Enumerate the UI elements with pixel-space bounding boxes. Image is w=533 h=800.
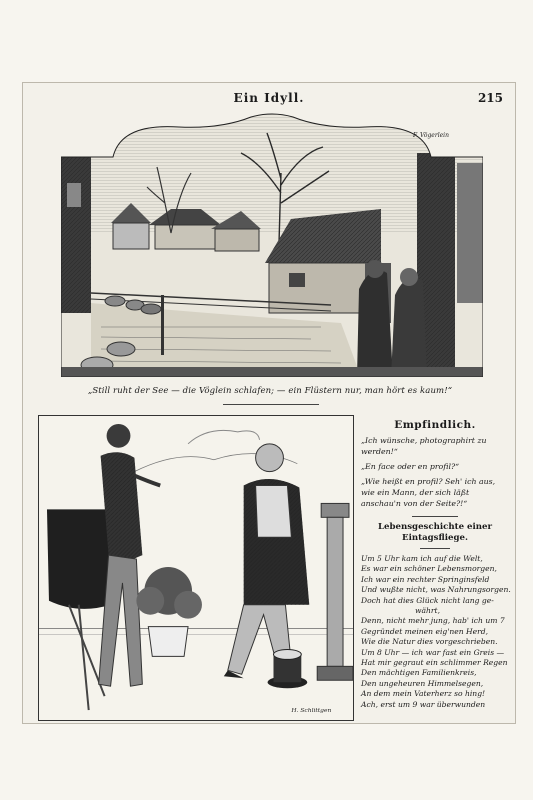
bottom-illustration-signature: H. Schlittgen: [291, 707, 332, 715]
poem-line: Und wußte nicht, was Nahrungsorgen.: [361, 585, 511, 595]
poem-line: Den mächtigen Familienkreis,: [361, 668, 477, 678]
section-heading: Empfindlich.: [394, 419, 476, 431]
poem-line: Doch hat dies Glück nicht lang ge-: [361, 595, 494, 605]
photographer-engraving: [38, 415, 354, 721]
top-illustration-signature: F. Vögerlein: [413, 132, 449, 139]
page-title: Ein Idyll.: [233, 91, 305, 105]
dialogue-line: „Wie heißt en profil? Seh' ich aus, wie ein Mann, der sich läßt anschau'n von der Seite?!“: [361, 477, 496, 508]
dialogue-line: „En face oder en profil?“: [361, 462, 460, 471]
poem-line: Um 5 Uhr kam ich auf die Welt,: [361, 554, 483, 563]
poem-line: An dem mein Vaterherz so hing!: [361, 689, 486, 699]
page-header: [23, 91, 515, 109]
poem-line: Ach, erst um 9 war überwunden: [361, 699, 486, 709]
poem-line: Es war ein schöner Lebensmorgen,: [361, 564, 497, 574]
divider: [223, 404, 319, 405]
poem: [361, 554, 509, 710]
illustration-caption: „Still ruht der See — die Vöglein schlafen; — ein Flüstern nur, man hört es kaum!“: [87, 386, 453, 396]
page-number: 215: [477, 91, 503, 105]
poem-line: währt,: [415, 606, 441, 616]
poem-title: Lebensgeschichte einer Eintagsfliege.: [377, 522, 493, 543]
poem-line: Um 8 Uhr — ich war fast ein Greis —: [361, 647, 505, 657]
poem-line: Den ungeheuren Himmelsegen,: [361, 678, 484, 688]
dialogue-line: „Ich wünsche, photographirt zu werden!“: [361, 436, 487, 456]
divider: [412, 516, 458, 517]
divider: [420, 548, 450, 549]
poem-line: Ich war ein rechter Springinsfeld: [361, 574, 490, 584]
magazine-page: [22, 82, 516, 724]
poem-line: Denn, nicht mehr jung, hab' ich um 7: [361, 616, 505, 626]
right-column: [361, 415, 509, 721]
village-pond-engraving: [61, 113, 483, 377]
poem-line: Gegründet meinen eig'nen Herd,: [361, 626, 489, 636]
poem-line: Hat mir gegraut ein schlimmer Regen: [361, 658, 508, 668]
poem-line: Wie die Natur dies vorgeschrieben.: [361, 637, 498, 647]
